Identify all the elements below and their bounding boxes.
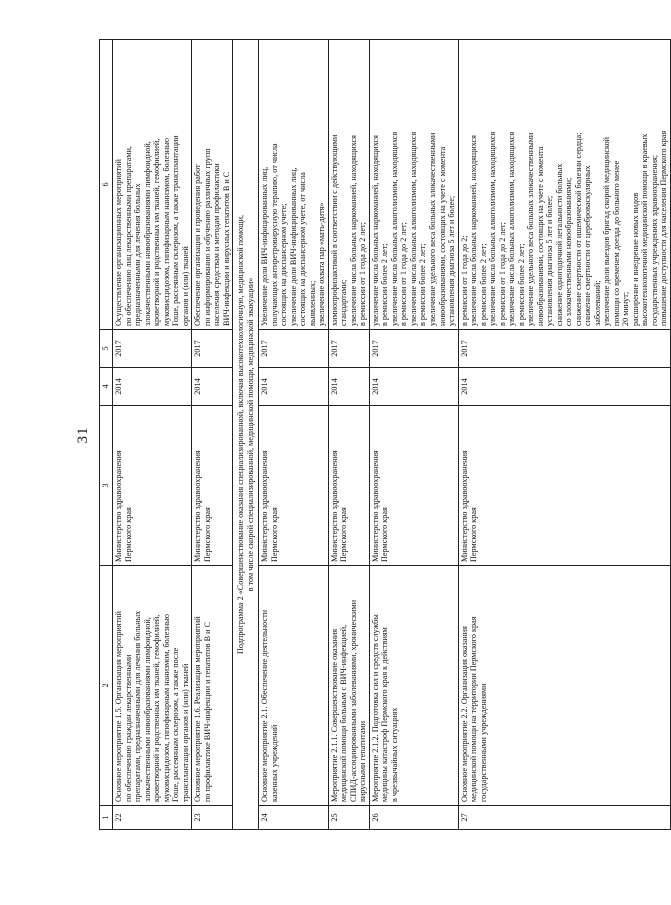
end-year: 2017 bbox=[192, 330, 233, 368]
expected-result-line: в ремиссии более 2 лет; bbox=[516, 243, 526, 326]
end-year: 2017 bbox=[113, 330, 192, 368]
expected-result-line: в ремиссии более 2 лет; bbox=[418, 243, 428, 326]
measure-name-line: по профилактике ВИЧ-инфекции и гепатитов В и С bbox=[202, 621, 212, 802]
table-body bbox=[113, 40, 671, 830]
row-number: 27 bbox=[458, 806, 670, 830]
end-year: 2017 bbox=[259, 330, 329, 368]
expected-result bbox=[369, 40, 458, 330]
executor bbox=[259, 406, 329, 566]
executor-line: Министерство здравоохранения bbox=[329, 450, 339, 562]
table-row bbox=[113, 40, 192, 830]
start-year: 2014 bbox=[458, 368, 670, 406]
expected-result-line: в ремиссии от 1 года до 2 лет; bbox=[358, 222, 368, 326]
executor-line: Пермского края bbox=[269, 507, 279, 562]
executor-line: Пермского края bbox=[469, 507, 479, 562]
subprogram-title-line: в том числе скорой специализированной, медицинской помощи, медицинской эвакуации» bbox=[245, 277, 255, 592]
expected-result-line: увеличение числа больных алкоголизмом, находящихся bbox=[408, 131, 418, 326]
executor-line: Министерство здравоохранения bbox=[193, 450, 203, 562]
expected-result-line: в ремиссии более 2 лет; bbox=[380, 243, 390, 326]
expected-result-line: увеличение числа больных наркоманией, находящихся bbox=[348, 135, 358, 326]
measure-name-line: Основное мероприятие 2.1. Обеспечение деятельности bbox=[260, 609, 270, 802]
expected-result-line: Гоше, рассеянным склерозом, а также трансплантации bbox=[171, 135, 181, 326]
table-row bbox=[328, 40, 369, 830]
column-header: 2 bbox=[100, 566, 113, 806]
table-row bbox=[192, 40, 233, 830]
rotated-content bbox=[75, 40, 669, 830]
expected-result-line: Осуществление организационных мероприятий bbox=[114, 159, 123, 326]
expected-result-line: новообразованиями, состоящих на учете с момента bbox=[535, 146, 545, 326]
column-header: 5 bbox=[100, 330, 113, 368]
column-header: 6 bbox=[100, 40, 113, 330]
measure-name-line: по обеспечению граждан лекарственными bbox=[123, 654, 133, 802]
executor bbox=[369, 406, 458, 566]
measure-name bbox=[369, 566, 458, 806]
measure-name-line: Основное мероприятие 1.5. Организация мероприятий bbox=[114, 611, 123, 802]
expected-result-line: злокачественными новообразованиями лимфоидной, bbox=[142, 141, 152, 326]
expected-result-line: муковисцидозом, гипофизарным нанизмом, болезнью bbox=[161, 138, 171, 326]
expected-result-line: органов и (или) тканей bbox=[180, 246, 190, 326]
measures-table bbox=[99, 39, 671, 830]
expected-result-line: Обеспечение организации и проведения работ bbox=[193, 164, 203, 326]
row-number: 24 bbox=[259, 806, 329, 830]
subprogram-title-line: Подпрограмма 2 «Совершенствование оказания специализированной, включая высокотехнологичную, медицинской помощи, bbox=[236, 215, 246, 654]
column-header: 1 bbox=[100, 806, 113, 830]
expected-result-line: стандартами; bbox=[339, 279, 349, 326]
expected-result-line: увеличение числа больных наркоманией, находящихся bbox=[469, 135, 479, 326]
expected-result-line: состоящих на диспансерном учете; bbox=[279, 203, 289, 326]
expected-result-line: кроветворной и родственных им тканей, гемофилией, bbox=[152, 138, 162, 326]
measure-name-line: Основное мероприятие 1.6. Реализация мероприятий bbox=[193, 616, 203, 802]
measure-name-line: СПИД-ассоциированными заболеваниями, хроническими bbox=[348, 599, 358, 802]
measure-name-line: медицины катастроф Пермского края к действиям bbox=[380, 627, 390, 802]
column-header: 3 bbox=[100, 406, 113, 566]
expected-result bbox=[458, 40, 670, 330]
subprogram-row bbox=[233, 40, 259, 830]
expected-result-line: увеличение охвата пар «мать-дитя» bbox=[317, 202, 327, 326]
expected-result-line: Увеличение доли ВИЧ-инфицированных лиц, bbox=[260, 166, 270, 326]
row-number: 25 bbox=[328, 806, 369, 830]
measure-name-line: медицинской помощи на территории Пермского края bbox=[469, 616, 479, 802]
executor bbox=[458, 406, 670, 566]
expected-result-line: по обеспечению лиц лекарственными препаратами, bbox=[123, 146, 133, 326]
expected-result-line: состоящих на диспансерном учете, от числа bbox=[298, 172, 308, 326]
start-year: 2014 bbox=[259, 368, 329, 406]
measure-name bbox=[328, 566, 369, 806]
executor-line: Пермского края bbox=[202, 507, 212, 562]
expected-result-line: снижение смертности от цереброваскулярных bbox=[583, 165, 593, 326]
expected-result-line: увеличение числа больных алкоголизмом, находящихся bbox=[389, 131, 399, 326]
table-row bbox=[259, 40, 329, 830]
measure-name-line: Мероприятие 2.1.1. Совершенствование оказания bbox=[329, 628, 339, 802]
expected-result-line: увеличение числа больных алкоголизмом, находящихся bbox=[488, 131, 498, 326]
expected-result-line: помощи со временем доезда до больного менее bbox=[611, 160, 621, 326]
measure-name-line: трансплантации органов и (или) тканей bbox=[180, 663, 190, 802]
expected-result-line: населения средствам и методам профилактики bbox=[212, 163, 222, 326]
measure-name-line: Мероприятие 2.1.2. Подготовка сил и средств службы bbox=[370, 614, 380, 802]
executor-line: Пермского края bbox=[339, 507, 349, 562]
measure-name-line: медицинской помощи больным с ВИЧ-инфекцией, bbox=[339, 624, 349, 802]
expected-result-line: высокотехнологичной медицинской помощи в краевых bbox=[640, 133, 650, 326]
start-year: 2014 bbox=[113, 368, 192, 406]
measure-name-line: Гоше, рассеянным склерозом, а также после bbox=[171, 647, 181, 802]
row-number: 22 bbox=[113, 806, 192, 830]
executor-line: Министерство здравоохранения bbox=[260, 450, 270, 562]
row-number: 23 bbox=[192, 806, 233, 830]
expected-result-line: 20 минут; bbox=[621, 291, 631, 326]
measure-name-line: Основное мероприятие 2.2. Организация оказания bbox=[459, 626, 469, 802]
expected-result-line: увеличение удельного веса больных злокачественными bbox=[526, 132, 536, 326]
end-year: 2017 bbox=[369, 330, 458, 368]
start-year: 2014 bbox=[369, 368, 458, 406]
end-year: 2017 bbox=[458, 330, 670, 368]
table-row bbox=[458, 40, 670, 830]
start-year: 2014 bbox=[192, 368, 233, 406]
expected-result-line: увеличение удельного веса больных злокачественными bbox=[427, 132, 437, 326]
expected-result-line: снижение смертности от ишемической болезни сердца; bbox=[573, 132, 583, 326]
measure-name bbox=[259, 566, 329, 806]
executor-line: Министерство здравоохранения bbox=[370, 450, 380, 562]
expected-result bbox=[328, 40, 369, 330]
expected-result-line: в ремиссии более 2 лет; bbox=[478, 243, 488, 326]
expected-result-line: ВИЧ-инфекции и вирусных гепатитов В и С bbox=[221, 171, 231, 326]
expected-result-line: увеличение числа больных наркоманией, находящихся bbox=[370, 135, 380, 326]
end-year: 2017 bbox=[328, 330, 369, 368]
executor bbox=[328, 406, 369, 566]
expected-result-line: снижение одногодичной летальности больных bbox=[554, 163, 564, 326]
expected-result-line: со злокачественными новообразованиями; bbox=[564, 177, 574, 326]
measure-name bbox=[113, 566, 192, 806]
executor-line: Министерство здравоохранения bbox=[114, 450, 123, 562]
executor bbox=[192, 406, 233, 566]
expected-result-line: по информированию и обучению различных групп bbox=[202, 148, 212, 326]
executor bbox=[113, 406, 192, 566]
expected-result-line: предназначенными для лечения больных bbox=[133, 183, 143, 326]
expected-result-line: расширение и внедрение новых видов bbox=[630, 192, 640, 326]
header-row bbox=[100, 40, 113, 830]
expected-result-line: увеличение числа больных алкоголизмом, находящихся bbox=[507, 131, 517, 326]
measure-name-line: кроветворной и родственных им тканей, гемофилией, bbox=[152, 614, 162, 802]
measure-name-line: муковисцидозом, гипофизарным нанизмом, болезнью bbox=[161, 614, 171, 802]
start-year: 2014 bbox=[328, 368, 369, 406]
measure-name bbox=[458, 566, 670, 806]
measure-name-line: государственными учреждениями bbox=[478, 683, 488, 802]
measure-name-line: в чрезвычайных ситуациях bbox=[389, 707, 399, 802]
expected-result bbox=[259, 40, 329, 330]
row-number: 26 bbox=[369, 806, 458, 830]
subprogram-title bbox=[233, 40, 259, 830]
table-row bbox=[369, 40, 458, 830]
executor-line: Пермского края bbox=[380, 507, 390, 562]
expected-result-line: в ремиссии от 1 года до 2; bbox=[459, 235, 469, 326]
expected-result-line: химиопрофилактикой в соответствии с действующими bbox=[329, 134, 339, 326]
executor-line: Пермского края bbox=[123, 507, 133, 562]
measure-name-line: препаратами, предназначенными для лечения больных bbox=[133, 610, 143, 802]
expected-result-line: новообразованиями, состоящих на учете с момента bbox=[437, 146, 447, 326]
expected-result-line: увеличение доли ВИЧ-инфицированных лиц, bbox=[288, 167, 298, 326]
expected-result-line: увеличение доли выездов бригад скорой медицинской bbox=[602, 136, 612, 326]
expected-result bbox=[192, 40, 233, 330]
expected-result-line: в ремиссии от 1 года до 2 лет; bbox=[399, 222, 409, 326]
page-number: 31 bbox=[75, 426, 91, 444]
column-header: 4 bbox=[100, 368, 113, 406]
expected-result-line: получающих антиретровирусную терапию, от числа bbox=[269, 143, 279, 326]
measure-name-line: вирусными гепатитами bbox=[358, 721, 368, 802]
expected-result-line: установления диагноза 5 лет и более; bbox=[447, 195, 457, 326]
executor-line: Министерство здравоохранения bbox=[459, 450, 469, 562]
expected-result-line: повышение доступности для населения Пермского края bbox=[659, 130, 669, 326]
expected-result-line: заболеваний; bbox=[592, 280, 602, 326]
measure-name-line: злокачественными новообразованиями лимфоидной, bbox=[142, 617, 152, 802]
expected-result-line: в ремиссии от 1 года до 2 лет; bbox=[497, 222, 507, 326]
expected-result-line: выявленных; bbox=[307, 280, 317, 326]
expected-result-line: установления диагноза 5 лет и более; bbox=[545, 195, 555, 326]
measure-name bbox=[192, 566, 233, 806]
expected-result-line: государственных учреждениях здравоохранения; bbox=[649, 155, 659, 326]
measure-name-line: казенных учреждений bbox=[269, 724, 279, 802]
expected-result bbox=[113, 40, 192, 330]
